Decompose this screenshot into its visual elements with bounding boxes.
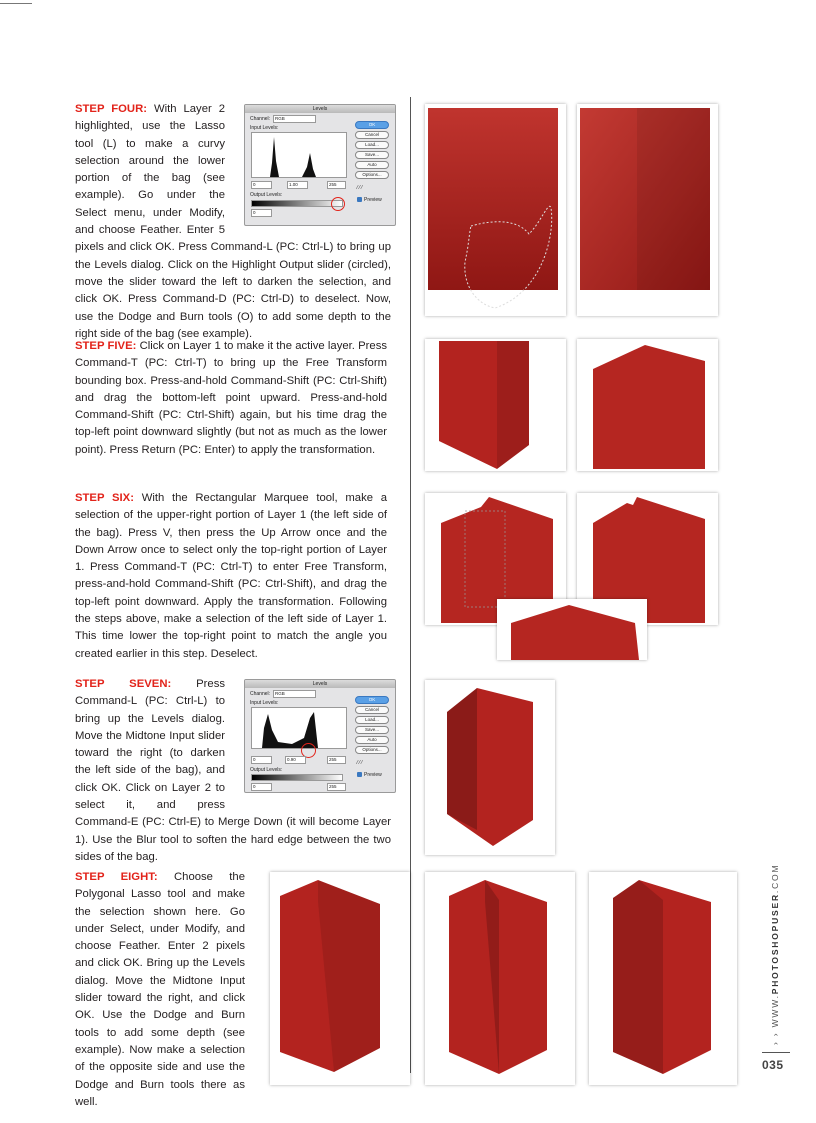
channel-label: Channel:: [250, 691, 271, 697]
step-six-detail-photo: [497, 599, 647, 660]
ok-button[interactable]: OK: [355, 696, 389, 704]
eyedropper-icons[interactable]: ⁄ ⁄ ⁄: [357, 760, 363, 766]
dialog-title: Levels: [245, 680, 395, 688]
step-seven-paragraph: [75, 676, 391, 866]
save-button[interactable]: Save...: [355, 151, 389, 159]
step-seven-photo: [425, 680, 555, 855]
auto-button[interactable]: Auto: [355, 736, 389, 744]
channel-select[interactable]: RGB: [273, 115, 316, 123]
cancel-button[interactable]: Cancel: [355, 131, 389, 139]
step-seven-text: Press Command-L (PC: Ctrl-L) to bring up the Levels dialog. Move the Midtone Input slider toward the right (to darken the left side of the bag), and click OK. Click on Layer 2 to select it, and press Command-E (PC: Ctrl-E) to Merge Down (it will become Layer 1). Use the Blur tool to soften the hard edge between the two sides of the bag.: [75, 678, 391, 863]
page-number-rule: [762, 1052, 790, 1053]
ok-button[interactable]: OK: [355, 121, 389, 129]
preview-label: Preview: [364, 197, 382, 203]
output-levels-label: Output Levels:: [250, 767, 283, 773]
step-four-dodge-burn-photo: [577, 104, 718, 316]
dialog-title: Levels: [245, 105, 395, 113]
step-eight-paragraph: [75, 869, 245, 1111]
options-button[interactable]: Options...: [355, 746, 389, 754]
eyedropper-icons[interactable]: ⁄ ⁄ ⁄: [357, 185, 363, 191]
input-black-field[interactable]: 0: [251, 181, 272, 189]
input-black-field[interactable]: 0: [251, 756, 272, 764]
step-six-text: With the Rectangular Marquee tool, make a selection of the upper-right portion of Layer 1 (the left side of the bag). Press V, then press the Up Arrow once and the Down Arrow once to select only the top-right portion of Layer 1. Press Command-T (PC: Ctrl-T) to enter Free Transform, press-and-hold Command-Shift (PC: Ctrl-Shift), and drag the top-left point downward. Apply the transformation. Following the steps above, make a selection of the left side of Layer 1. This time lower the top-right point to match the angle you created earlier in this step. Deselect.: [75, 492, 387, 660]
website-url-vertical: [770, 863, 782, 1045]
preview-label: Preview: [364, 772, 382, 778]
dialog-float-spacer: [225, 101, 391, 225]
input-mid-field[interactable]: 1.00: [287, 181, 308, 189]
channel-select[interactable]: RGB: [273, 690, 316, 698]
step-eight-photo-b: [425, 872, 575, 1085]
step-six-paragraph: [75, 490, 387, 663]
step-five-text: Click on Layer 1 to make it the active layer. Press Command-T (PC: Ctrl-T) to bring up the Free Transform bounding box. Press-and-hold Command-Shift (PC: Ctrl-Shift) and drag the bottom-left point upward. Press-and-hold Command-Shift (PC: Ctrl-Shift) again, but his time drag the top-left point downward slightly (but not as much as the lower point). Press Return (PC: Enter) to apply the transformation.: [75, 340, 388, 456]
output-white-field[interactable]: 255: [327, 783, 346, 791]
step-four-intro: [75, 101, 391, 343]
input-white-field[interactable]: 255: [327, 181, 346, 189]
step-five-photo-b: [577, 339, 718, 471]
input-mid-field[interactable]: 0.90: [285, 756, 306, 764]
output-black-field[interactable]: 0: [251, 209, 272, 217]
options-button[interactable]: Options...: [355, 171, 389, 179]
step-four-label: STEP FOUR:: [75, 103, 148, 115]
input-white-field[interactable]: 255: [327, 756, 346, 764]
step-five-photo-a: [425, 339, 566, 471]
url-text: [770, 864, 780, 1045]
input-levels-label: Input Levels:: [250, 700, 279, 706]
save-button[interactable]: Save...: [355, 726, 389, 734]
channel-label: Channel:: [250, 116, 271, 122]
load-button[interactable]: Load...: [355, 716, 389, 724]
auto-button[interactable]: Auto: [355, 161, 389, 169]
step-eight-label: STEP EIGHT:: [75, 871, 158, 883]
step-four-text: With Layer 2 highlighted, use the Lasso tool (L) to make a curvy selection around the lower portion of the bag (see example). Go under the Select menu, under Modify, and choose Feather. Enter 5 pixels and click OK. Press Command-L (PC: Ctrl-L) to bring up the Levels dialog. Click on the Highlight Output slider (circled), move the slider toward the left to darken the selection, and click OK. Press Command-D (PC: Ctrl-D) to deselect. Now, use the Dodge and Burn tools (O) to add some depth to the right side of the bag (see example).: [75, 103, 391, 340]
page-corner-mark: [0, 0, 32, 4]
output-black-field[interactable]: 0: [251, 783, 272, 791]
output-levels-label: Output Levels:: [250, 192, 283, 198]
dialog-float-spacer: [225, 676, 391, 812]
url-suffix: .COM: [770, 863, 780, 894]
column-divider: [410, 97, 411, 1073]
cancel-button[interactable]: Cancel: [355, 706, 389, 714]
step-eight-photo-a: [270, 872, 410, 1085]
step-four-lasso-photo: [425, 104, 566, 316]
page-number: 035: [762, 1058, 784, 1072]
url-prefix: › › WWW.: [770, 994, 780, 1045]
input-levels-label: Input Levels:: [250, 125, 279, 131]
step-six-label: STEP SIX:: [75, 492, 134, 504]
step-five-label: STEP FIVE:: [75, 340, 137, 352]
step-five-paragraph: [75, 338, 387, 459]
step-seven-label: STEP SEVEN:: [75, 678, 172, 690]
step-eight-text: Choose the Polygonal Lasso tool and make the selection shown here. Go under Select, under Modify, and choose Feather. Enter 2 pixels and click OK. Bring up the Levels dialog. Move the Midtone Input slider toward the right, and click OK. Use the Dodge and Burn tools to add some depth (see example). Now make a selection of the opposite side and use the Dodge and Burn tools there as well.: [75, 871, 245, 1108]
step-eight-photo-c: [589, 872, 737, 1085]
url-brand: PHOTOSHOPUSER: [770, 893, 780, 995]
load-button[interactable]: Load...: [355, 141, 389, 149]
